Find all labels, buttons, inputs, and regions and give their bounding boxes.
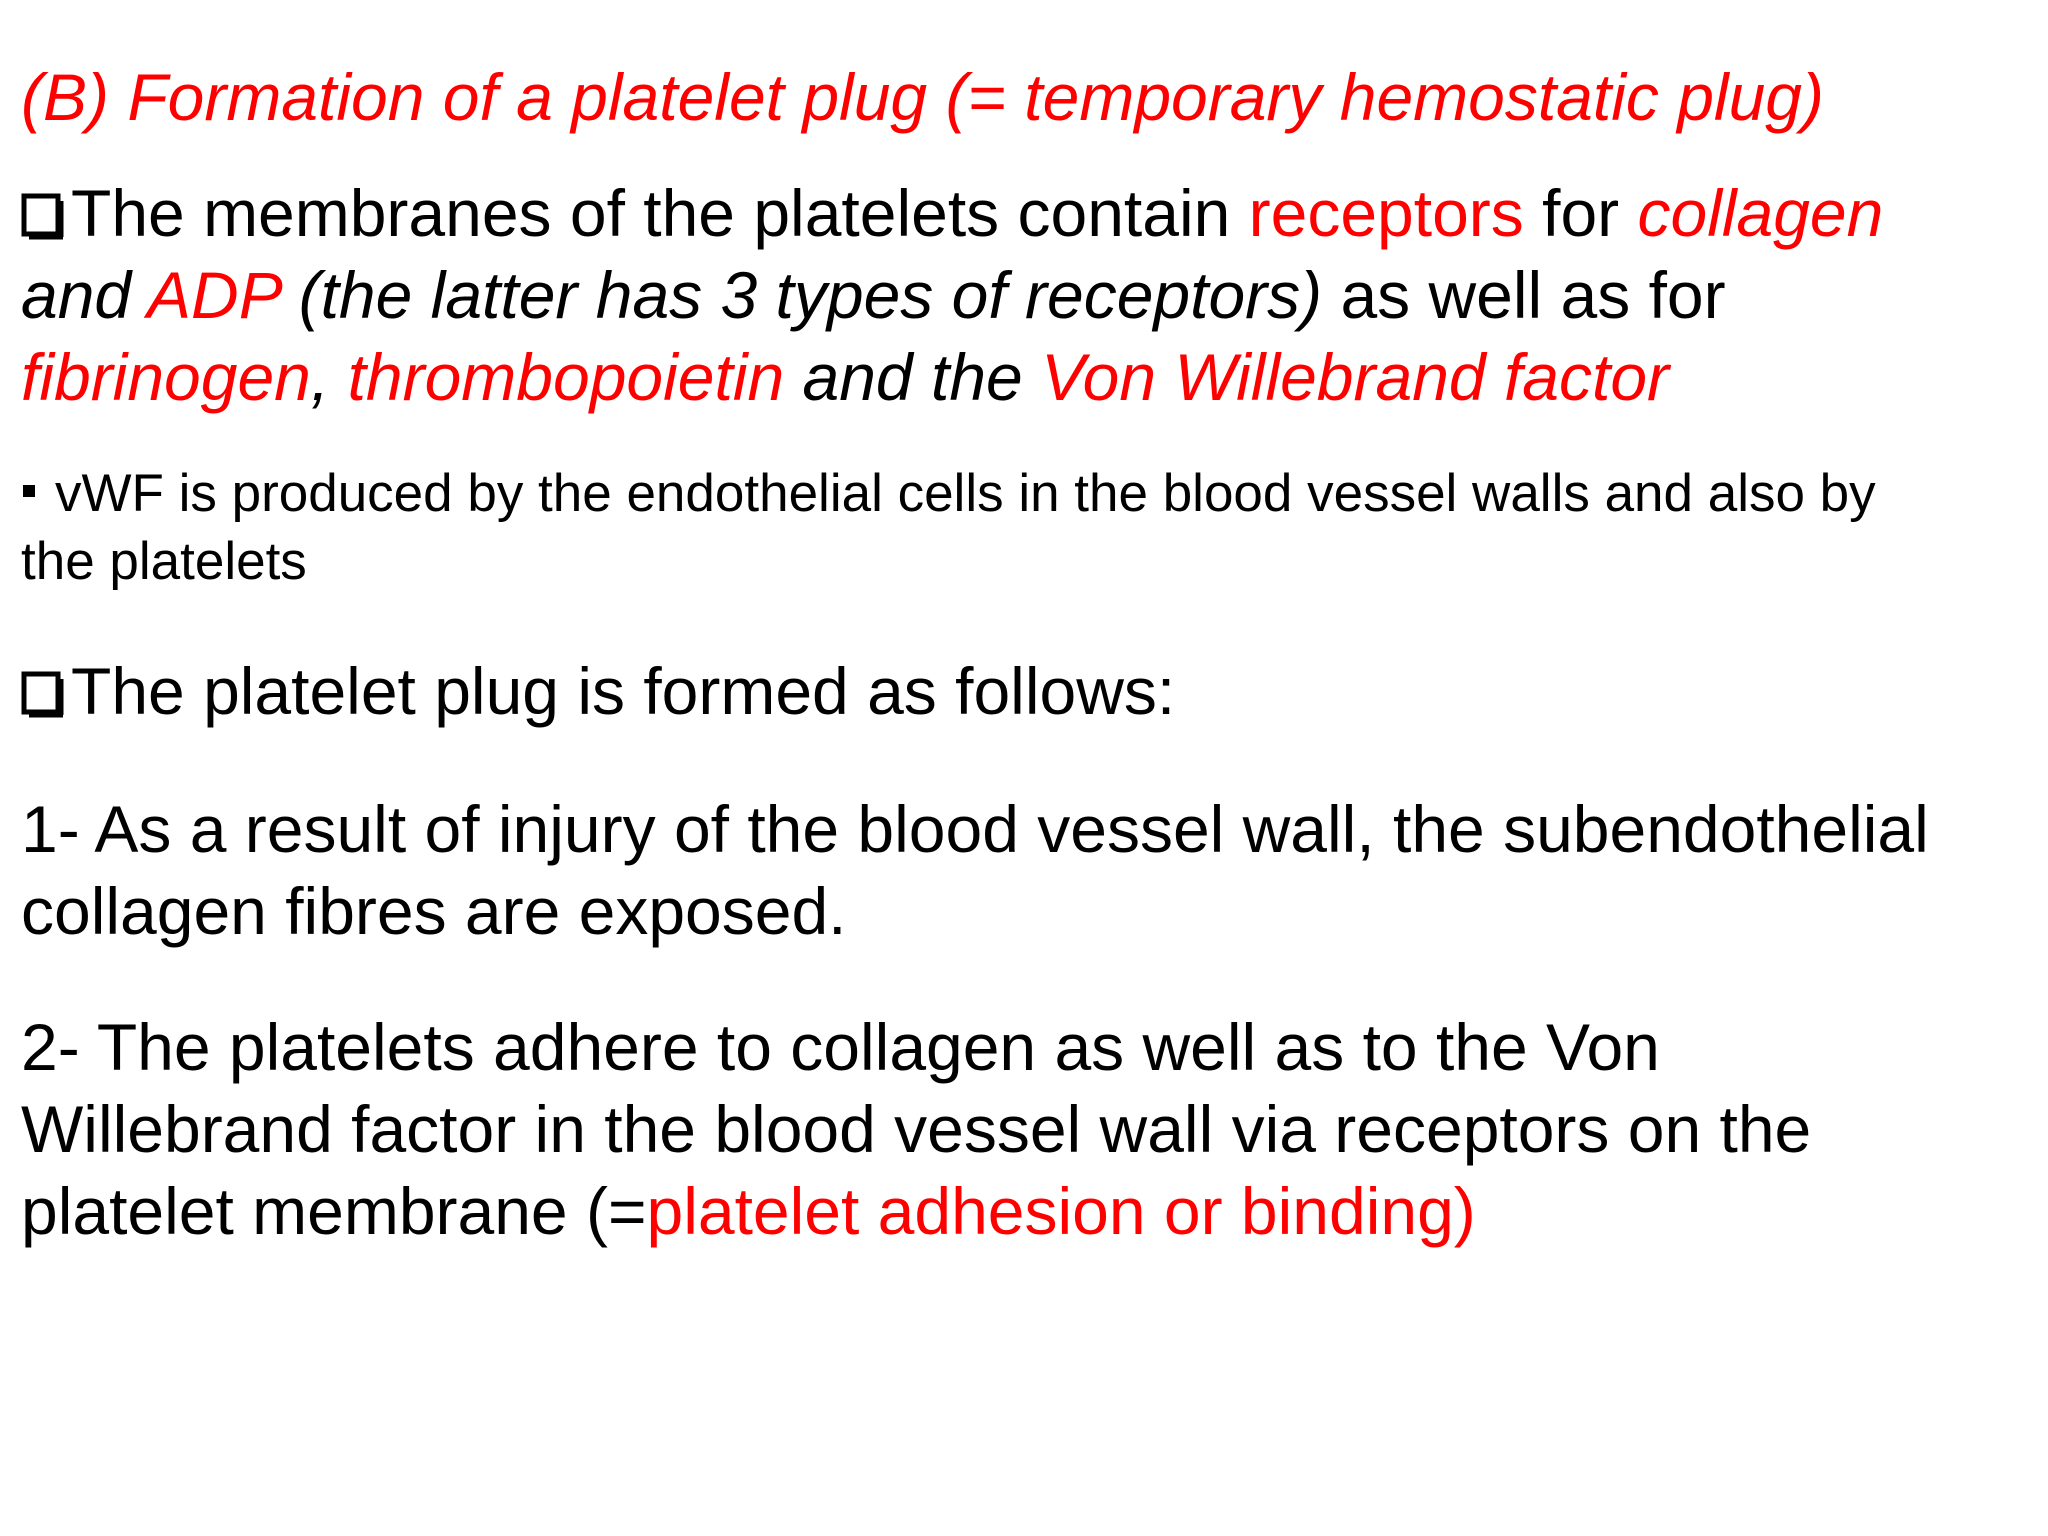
step-2-line-3 [21, 1170, 2031, 1252]
text-segment: , [310, 340, 348, 414]
filled-square-bullet-icon [23, 485, 35, 497]
step-1 [21, 788, 2031, 952]
paragraph-receptors-line-2 [21, 254, 2031, 336]
step-1-line-2: collagen fibres are exposed. [21, 874, 847, 948]
text-segment: as well as for [1322, 258, 1726, 332]
hollow-square-bullet-icon [21, 190, 65, 240]
sub-bullet-line-1 [21, 460, 2031, 528]
text-segment: platelet membrane (= [21, 1174, 647, 1248]
sub-bullet-line-2: the platelets [21, 532, 307, 591]
step-2 [21, 1006, 2031, 1252]
highlight-von-willebrand-factor: Von Willebrand factor [1041, 340, 1670, 414]
step-2-line-1: 2- The platelets adhere to collagen as well as to the Von [21, 1010, 1660, 1084]
text-segment: for [1523, 176, 1638, 250]
step-1-line-1: 1- As a result of injury of the blood vessel wall, the subendothelial [21, 792, 1929, 866]
sub-bullet-vwf [21, 460, 2031, 596]
highlight-collagen: collagen [1637, 176, 1884, 250]
text-segment: The membranes of the platelets contain [71, 176, 1249, 250]
highlight-receptors: receptors [1248, 176, 1524, 250]
step-2-line-2: Willebrand factor in the blood vessel wall via receptors on the [21, 1092, 1812, 1166]
sub-bullet-text: vWF is produced by the endothelial cells in the blood vessel walls and also by [55, 464, 1876, 523]
paragraph-receptors-line-3 [21, 336, 2031, 418]
text-segment: (the latter has 3 types of receptors) [280, 258, 1323, 332]
highlight-thrombopoietin: thrombopoietin [347, 340, 785, 414]
paragraph-plug-formed-text: The platelet plug is formed as follows: [71, 654, 1176, 728]
paragraph-receptors [21, 172, 2031, 418]
paragraph-plug-formed [21, 650, 2031, 732]
slide-title: (B) Formation of a platelet plug (= temporary hemostatic plug) [21, 60, 1824, 134]
highlight-platelet-adhesion: platelet adhesion or binding) [646, 1174, 1476, 1248]
highlight-adp: ADP [147, 258, 281, 332]
text-segment: and [21, 258, 148, 332]
paragraph-plug-formed-line [21, 650, 2031, 732]
highlight-fibrinogen: fibrinogen [21, 340, 311, 414]
text-segment: and the [784, 340, 1042, 414]
paragraph-receptors-line-1 [21, 172, 2031, 254]
hollow-square-bullet-icon [21, 668, 65, 718]
